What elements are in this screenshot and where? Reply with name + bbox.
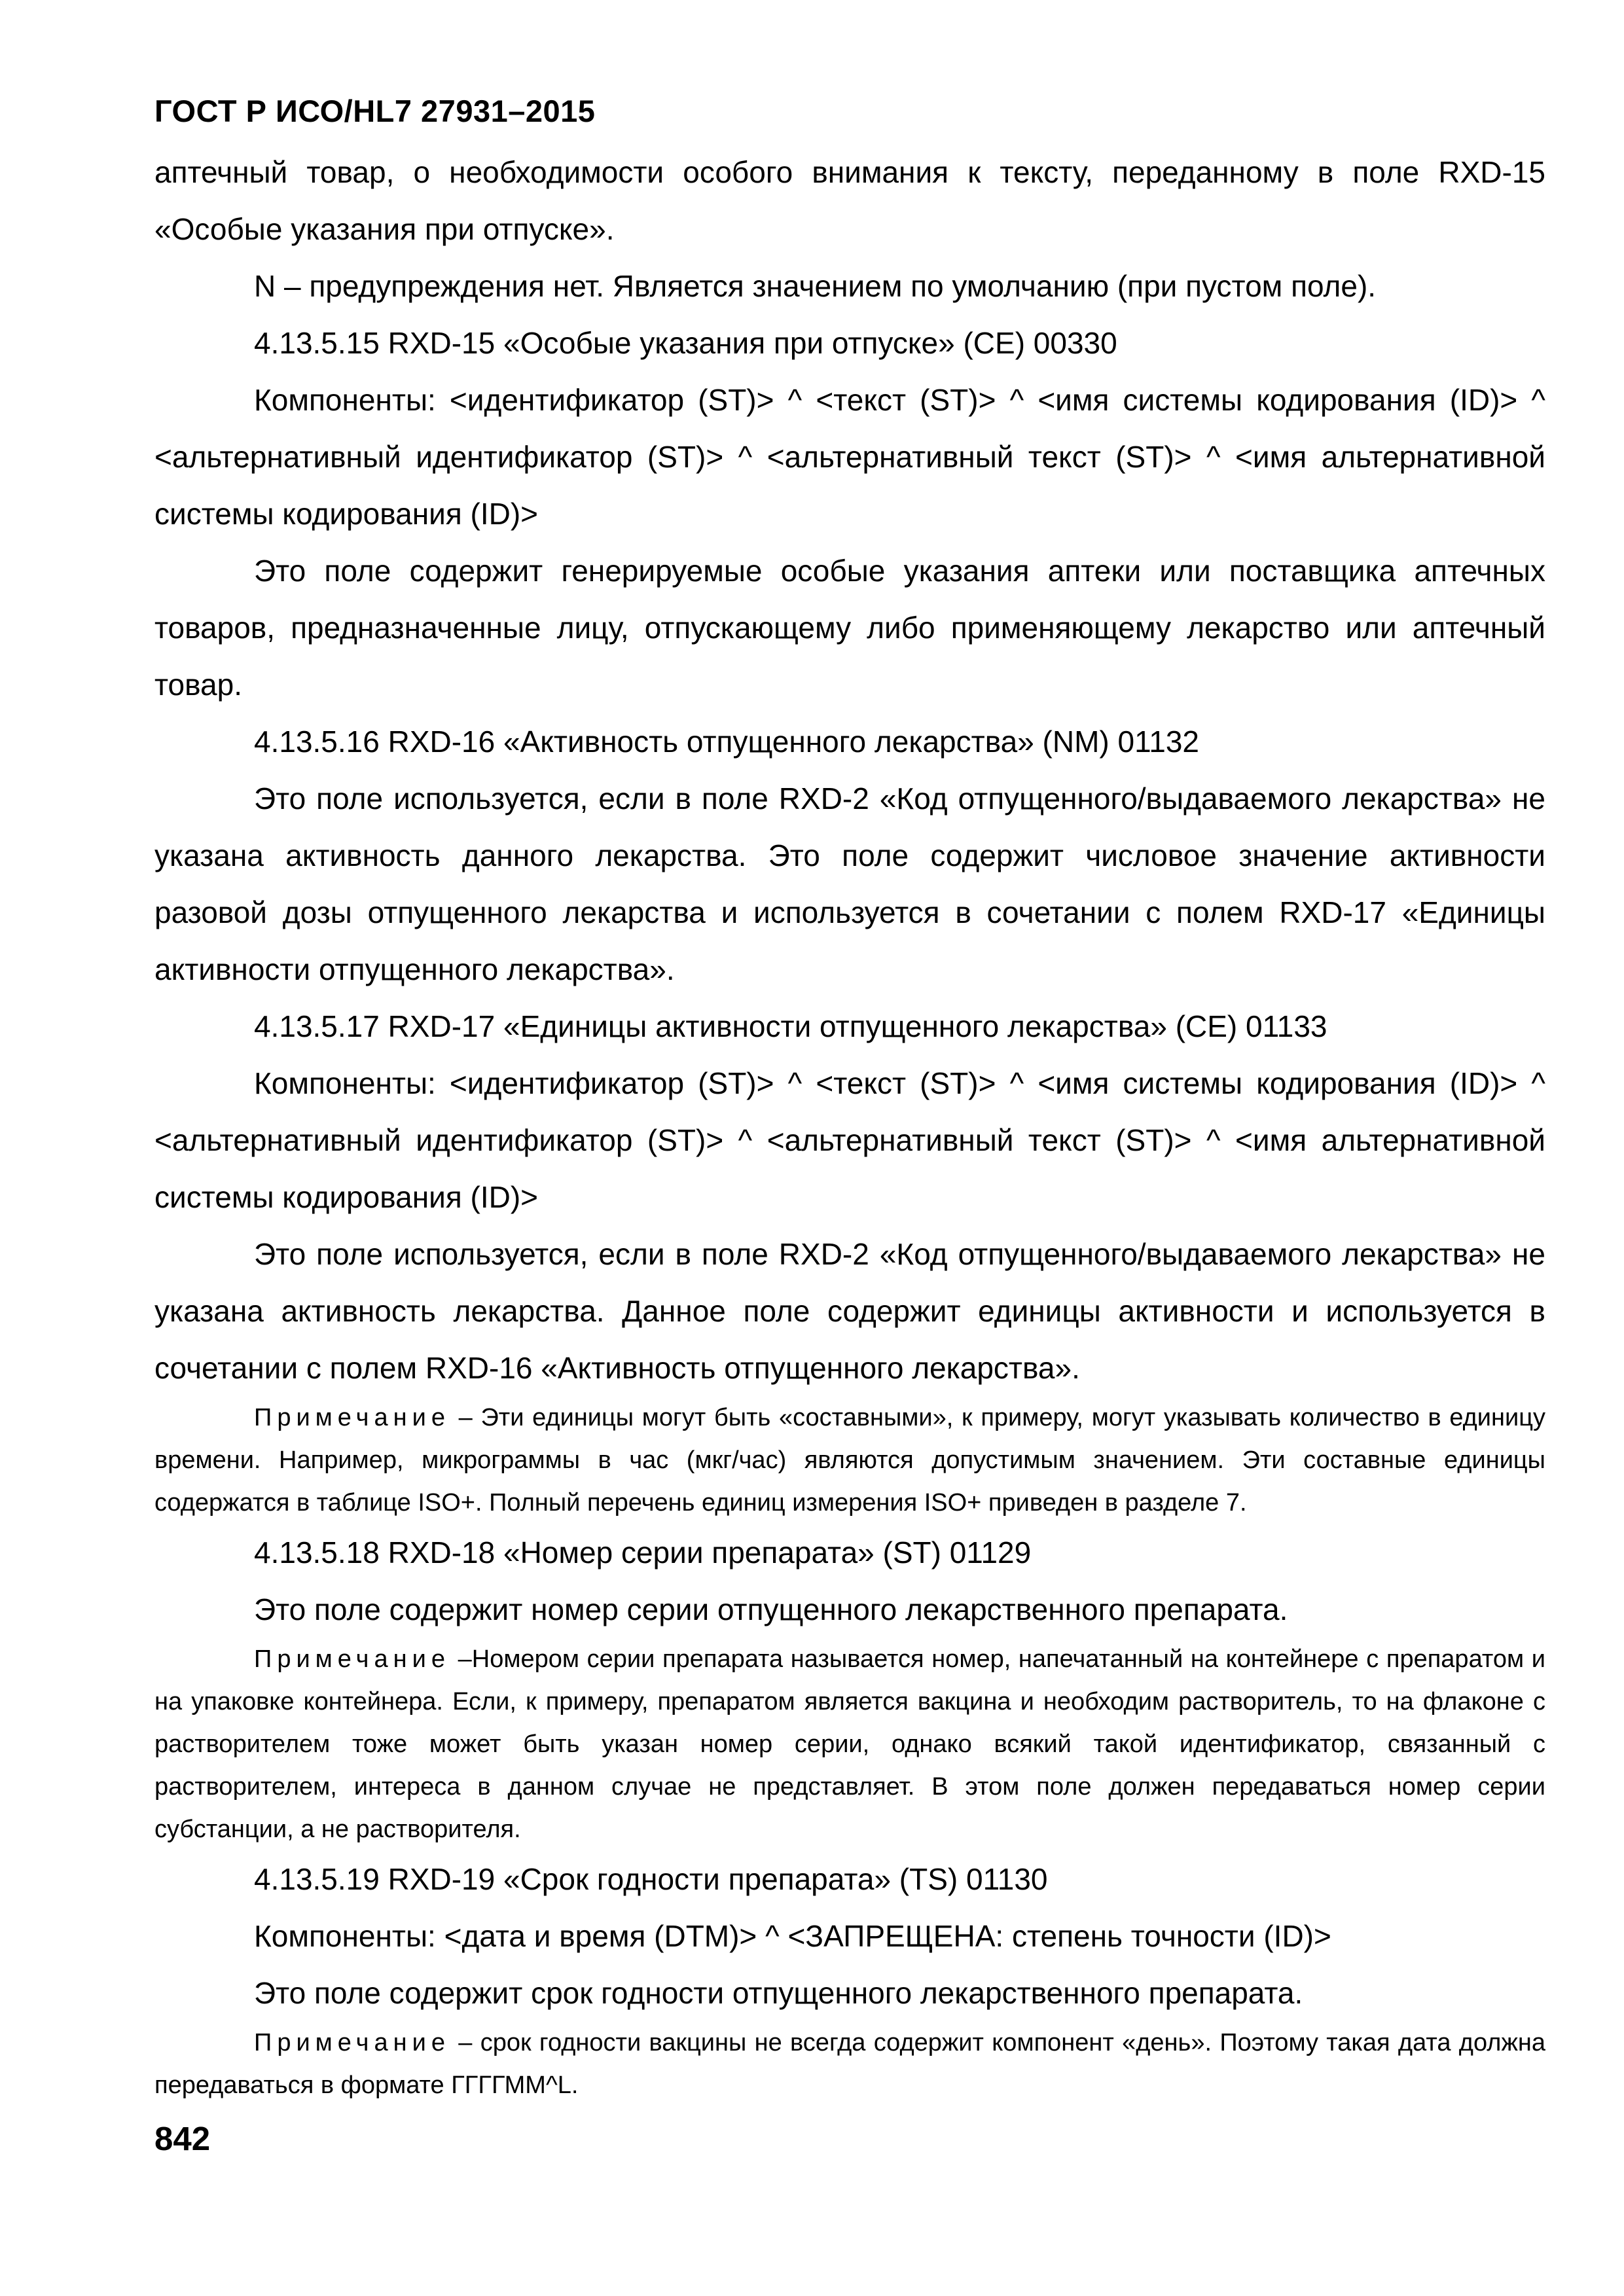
paragraph: Компоненты: <дата и время (DTM)> ^ <ЗАПРЕЩЕНА: степень точности (ID)>	[254, 1919, 1331, 1953]
note-text: – срок годности вакцины не всегда содержит компонент «день». Поэтому такая дата должна передаваться в формате ГГГГММ^L.	[154, 2029, 1545, 2099]
note-label: Примечание	[254, 1404, 450, 1431]
paragraph: Компоненты: <идентификатор (ST)> ^ <текст (ST)> ^ <имя системы кодирования (ID)> ^ <альтернативный идентификатор (ST)> ^ <альтернативный текст (ST)> ^ <имя альтернативной системы кодирования (ID)>	[154, 1066, 1545, 1214]
note-text: – Эти единицы могут быть «составными», к примеру, могут указывать количество в единицу времени. Например, микрограммы в час (мкг/час) являются допустимым значением. Эти составные единицы содержатся в таблице ISO+. Полный перечень единиц измерения ISO+ приведен в разделе 7.	[154, 1404, 1545, 1516]
paragraph: Это поле содержит генерируемые особые указания аптеки или поставщика аптечных товаров, предназначенные лицу, отпускающему либо применяющему лекарство или аптечный товар.	[154, 554, 1545, 702]
note-text: –Номером серии препарата называется номер, напечатанный на контейнере с препаратом и на упаковке контейнера. Если, к примеру, препаратом является вакцина и необходим растворитель, то на флаконе с растворителем тоже может быть указан номер серии, однако всякий такой идентификатор, связанный с растворителем, интереса в данном случае не представляет. В этом поле должен передаваться номер серии субстанции, а не растворителя.	[154, 1645, 1545, 1843]
page-number: 842	[154, 2120, 211, 2157]
document-header: ГОСТ Р ИСО/HL7 27931–2015	[154, 94, 596, 128]
paragraph: Это поле используется, если в поле RXD-2 «Код отпущенного/выдаваемого лекарства» не указана активность данного лекарства. Это поле содержит числовое значение активности разовой дозы отпущенного лекарства и используется в сочетании с полем RXD-17 «Единицы активности отпущенного лекарства».	[154, 781, 1545, 986]
section-heading: 4.13.5.17 RXD-17 «Единицы активности отпущенного лекарства» (CE) 01133	[254, 1009, 1327, 1043]
note-label: Примечание	[254, 2029, 450, 2056]
note	[154, 1397, 1545, 1524]
section-heading: 4.13.5.19 RXD-19 «Срок годности препарата» (TS) 01130	[254, 1862, 1048, 1896]
paragraph: аптечный товар, о необходимости особого внимания к тексту, переданному в поле RXD-15 «Особые указания при отпуске».	[154, 155, 1545, 246]
section-heading: 4.13.5.16 RXD-16 «Активность отпущенного лекарства» (NM) 01132	[254, 725, 1200, 759]
paragraph: Это поле используется, если в поле RXD-2 «Код отпущенного/выдаваемого лекарства» не указана активность лекарства. Данное поле содержит единицы активности и используется в сочетании с полем RXD-16 «Активность отпущенного лекарства».	[154, 1237, 1545, 1385]
paragraph: Компоненты: <идентификатор (ST)> ^ <текст (ST)> ^ <имя системы кодирования (ID)> ^ <альтернативный идентификатор (ST)> ^ <альтернативный текст (ST)> ^ <имя альтернативной системы кодирования (ID)>	[154, 383, 1545, 531]
note	[154, 1638, 1545, 1851]
note-label: Примечание	[254, 1645, 450, 1673]
page-body	[154, 144, 1545, 2107]
paragraph: Это поле содержит срок годности отпущенного лекарственного препарата.	[254, 1976, 1303, 2010]
note	[154, 2022, 1545, 2107]
section-heading: 4.13.5.18 RXD-18 «Номер серии препарата» (ST) 01129	[254, 1535, 1032, 1570]
section-heading: 4.13.5.15 RXD-15 «Особые указания при отпуске» (CE) 00330	[254, 326, 1117, 360]
paragraph: N – предупреждения нет. Является значением по умолчанию (при пустом поле).	[254, 269, 1377, 303]
paragraph: Это поле содержит номер серии отпущенного лекарственного препарата.	[254, 1592, 1288, 1626]
